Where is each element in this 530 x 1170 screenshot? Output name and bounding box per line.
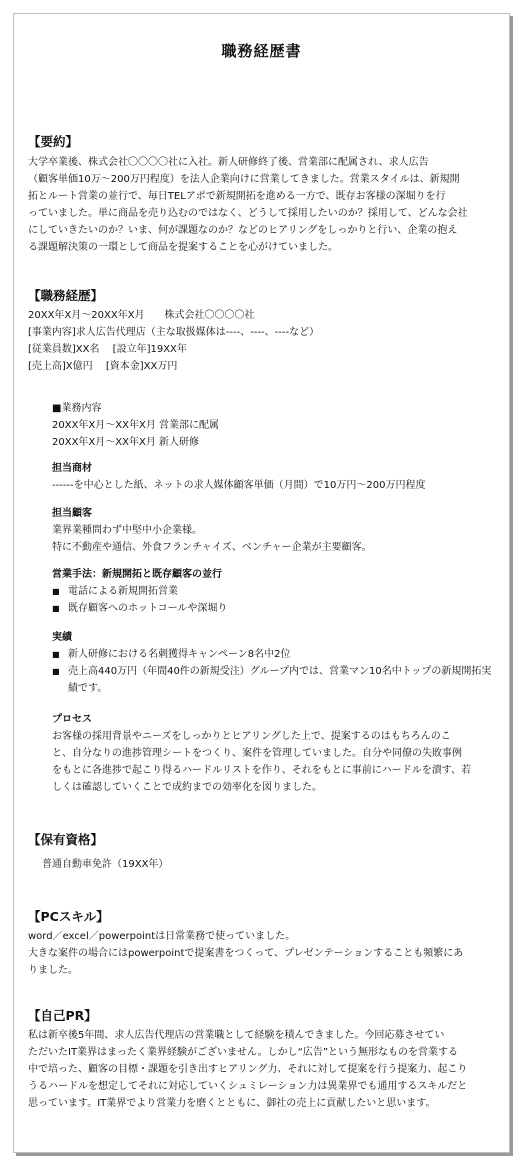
summary-line: （顧客単価10万～200万円程度）を法人企業向けに営業してきました。営業スタイルは、新規開: [28, 174, 460, 185]
method-list: [52, 583, 498, 617]
resume-page: [13, 13, 510, 1153]
summary-line: る課題解決策の一環として商品を提案することを心がけていました。: [28, 242, 338, 253]
company-line: [従業員数]XX名 [設立年]19XX年: [28, 344, 187, 355]
method-item: ■ 電話による新規開拓営業: [52, 583, 498, 600]
results-block: [52, 629, 498, 697]
product-text: ------を中心とした紙、ネットの求人媒体顧客単価（月間）で10万円～200万円程度: [52, 480, 426, 491]
summary-line: っていました。単に商品を売り込むのではなく、どうして採用したいのか？採用して、どんな会社: [28, 208, 468, 219]
pr-line: 私は新卒後5年間、求人広告代理店の営業職として経験を積んできました。今回応募させてい: [28, 1030, 445, 1041]
method-title: 営業手法：新規開拓と既存顧客の並行: [52, 569, 222, 580]
pr-line: ただいたIT業界はまったく業界経験がございません。しかし“広告”という無形なものを営業する: [28, 1047, 459, 1058]
pr-line: 思っています。IT業界でより営業力を磨くとともに、御社の売上に貢献したいと思います。: [28, 1098, 436, 1109]
license-heading: 【保有資格】: [28, 832, 104, 847]
license-line: 普通自動車免許（19XX年）: [42, 859, 169, 870]
company-info: [28, 307, 498, 375]
job-details: [52, 400, 498, 451]
company-line: [事業内容]求人広告代理店（主な取扱媒体は----、----、----など）: [28, 327, 320, 338]
method-block: [52, 566, 498, 617]
client-title: 担当顧客: [52, 508, 92, 519]
pr-line: 中で培った、顧客の目標・課題を引き出すヒアリング力、それに対して提案を行う提案力、起こり: [28, 1064, 468, 1075]
process-title: プロセス: [52, 714, 92, 725]
history-heading: 【職務経歴】: [28, 288, 104, 303]
results-item: ■ 売上高440万円（年間40件の新規受注）グループ内では、営業マン10名中トップの新規開拓実績です。: [52, 663, 498, 697]
product-title: 担当商材: [52, 463, 92, 474]
company-line: 20XX年X月～20XX年X月 株式会社〇〇〇〇社: [28, 310, 255, 321]
process-line: しくは確認していくことで成約までの効率化を図りました。: [52, 782, 322, 793]
pcskill-text: [28, 928, 498, 979]
company-line: [売上高]X億円 [資本金]XX万円: [28, 361, 178, 372]
pr-heading: 【自己PR】: [28, 1008, 97, 1023]
job-content-title: ■業務内容: [52, 403, 102, 414]
pcskill-line: word／excel／powerpointは日常業務で使っていました。: [28, 931, 296, 942]
job-content-line: 20XX年X月～XX年X月 営業部に配属: [52, 420, 220, 431]
summary-heading: 【要約】: [28, 134, 79, 149]
results-title: 実績: [52, 632, 72, 643]
process-line: お客様の採用背景やニーズをしっかりとヒアリングした上で、提案するのはもちろんのこ: [52, 731, 451, 742]
pcskill-line: 大きな案件の場合にはpowerpointで提案書をつくって、プレゼンテーションすることも頻繁にあ: [28, 948, 464, 959]
document-title: 職務経歴書: [221, 42, 302, 60]
product-block: [52, 460, 498, 494]
pr-text: [28, 1027, 498, 1112]
client-line: 特に不動産や通信、外食フランチャイズ、ベンチャー企業が主要顧客。: [52, 542, 372, 553]
pcskill-heading: 【PCスキル】: [28, 909, 109, 924]
summary-line: 拓とルート営業の並行で、毎日TELアポで新規開拓を進める一方で、既存お客様の深堀りを行: [28, 191, 446, 202]
client-block: [52, 505, 498, 556]
results-item: ■ 新人研修における名刺獲得キャンペーン8名中2位: [52, 646, 498, 663]
license-text: [28, 856, 498, 873]
process-line: をもとに各進捗で起こり得るハードルリストを作り、それをもとに事前にハードルを潰す、若: [52, 765, 471, 776]
summary-text: [28, 154, 498, 256]
results-list: [52, 646, 498, 697]
client-line: 業界業種問わず中堅中小企業様。: [52, 525, 202, 536]
summary-line: 大学卒業後、株式会社〇〇〇〇社に入社。新人研修終了後、営業部に配属され、求人広告: [28, 157, 429, 168]
process-block: [52, 711, 498, 796]
pr-line: うるハードルを想定してそれに対応していくシュミレーション力は異業界でも通用するスキルだと: [28, 1081, 468, 1092]
job-content-line: 20XX年X月～XX年X月 新人研修: [52, 437, 200, 448]
pcskill-line: りました。: [28, 965, 78, 976]
summary-line: にしていきたいのか？いま、何が課題なのか？などのヒアリングをしっかりと行い、企業の抱え: [28, 225, 458, 236]
method-item: ■ 既存顧客へのホットコールや深堀り: [52, 600, 498, 617]
process-line: と、自分なりの進捗管理シートをつくり、案件を管理していました。自分や同僚の失敗事例: [52, 748, 462, 759]
